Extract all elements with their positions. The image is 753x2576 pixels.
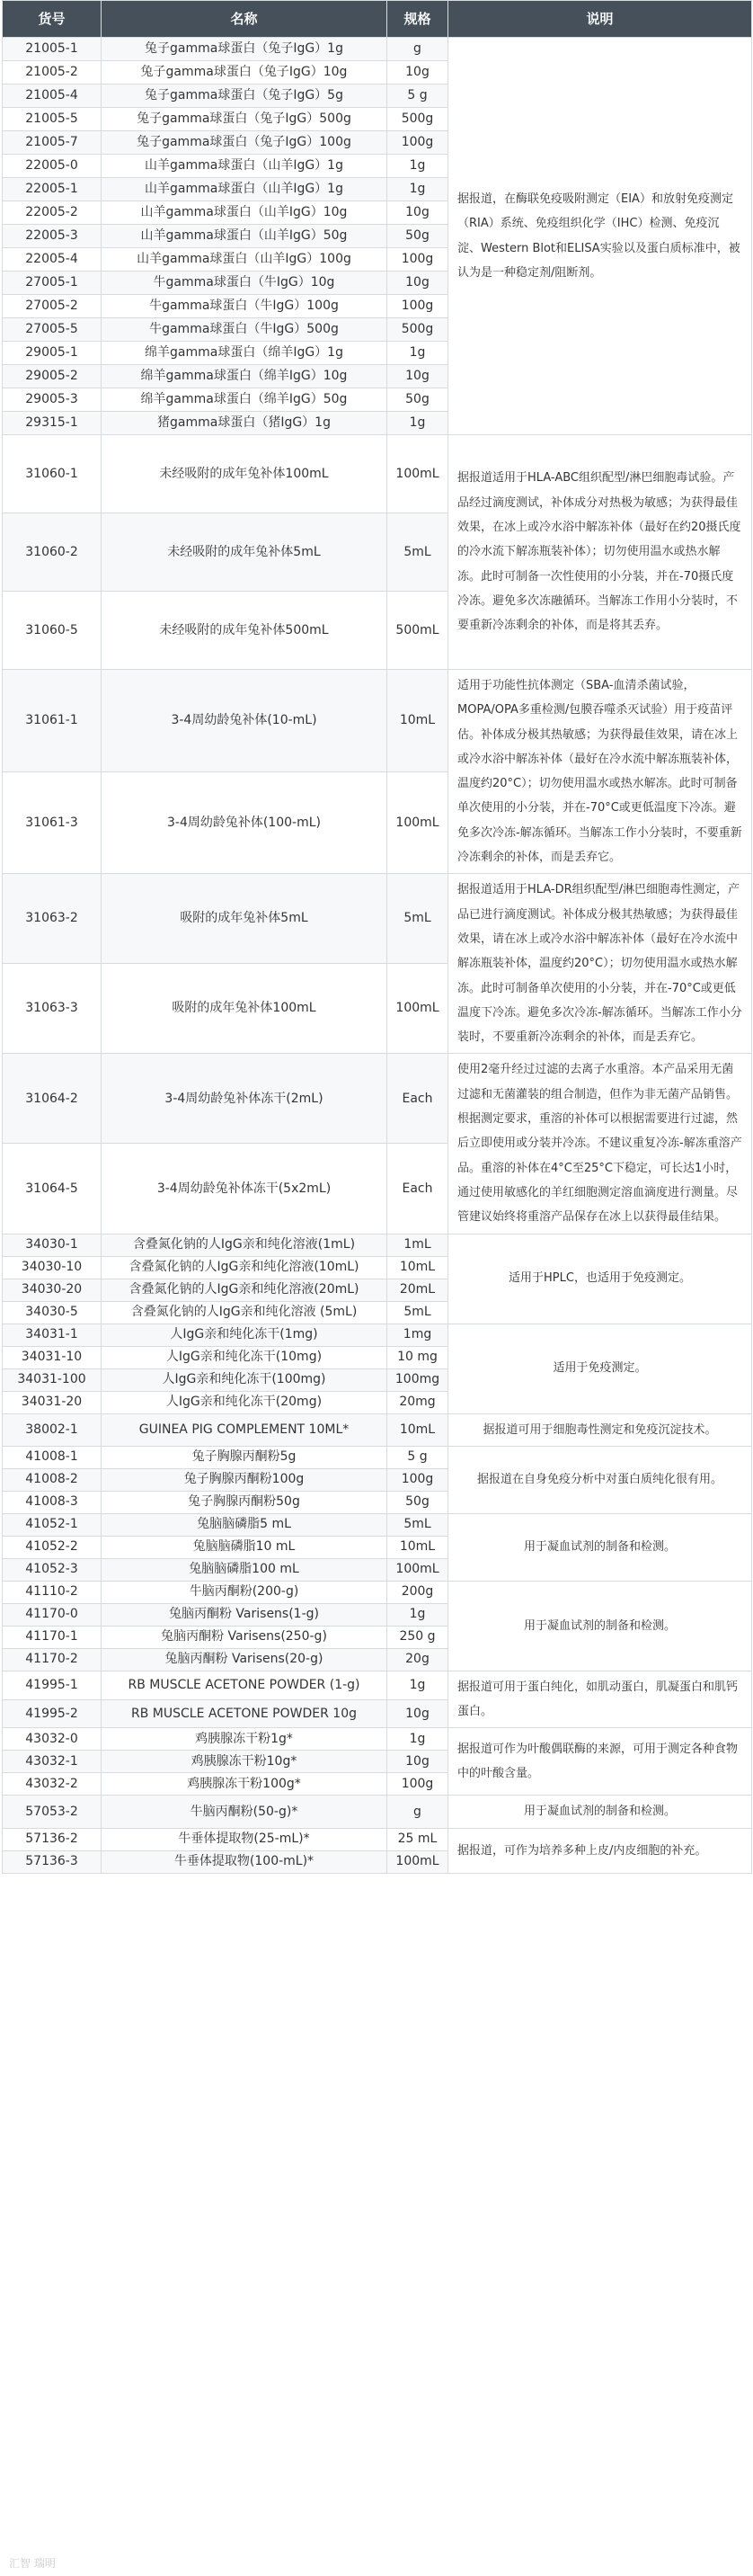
cell-code: 41008-1 bbox=[3, 1446, 102, 1468]
table-row bbox=[3, 1728, 752, 1751]
cell-name: 未经吸附的成年兔补体100mL bbox=[102, 435, 387, 513]
cell-name: 牛脑丙酮粉(50-g)* bbox=[102, 1796, 387, 1828]
cell-name: 人IgG亲和纯化冻干(100mg) bbox=[102, 1368, 387, 1391]
table-row bbox=[3, 435, 752, 513]
cell-code: 31061-1 bbox=[3, 670, 102, 772]
cell-code: 27005-2 bbox=[3, 295, 102, 318]
cell-name: 含叠氮化钠的人IgG亲和纯化溶液(1mL) bbox=[102, 1234, 387, 1256]
cell-name: 含叠氮化钠的人IgG亲和纯化溶液(20mL) bbox=[102, 1279, 387, 1301]
table-row bbox=[3, 874, 752, 964]
cell-code: 21005-1 bbox=[3, 38, 102, 61]
cell-name: 3-4周幼龄兔补体(100-mL) bbox=[102, 771, 387, 874]
cell-name: 山羊gamma球蛋白（山羊IgG）50g bbox=[102, 225, 387, 248]
cell-spec: 10g bbox=[387, 1699, 448, 1728]
cell-code: 31064-2 bbox=[3, 1054, 102, 1144]
cell-spec: 25 mL bbox=[387, 1828, 448, 1850]
header-code: 货号 bbox=[3, 1, 102, 38]
cell-name: 兔子gamma球蛋白（兔子IgG）1g bbox=[102, 38, 387, 61]
cell-code: 29005-3 bbox=[3, 388, 102, 412]
cell-code: 21005-4 bbox=[3, 85, 102, 108]
cell-name: 山羊gamma球蛋白（山羊IgG）10g bbox=[102, 201, 387, 225]
cell-spec: 100g bbox=[387, 295, 448, 318]
cell-code: 41008-2 bbox=[3, 1468, 102, 1491]
cell-spec: 5 g bbox=[387, 85, 448, 108]
cell-name: 鸡胰腺冻干粉100g* bbox=[102, 1773, 387, 1796]
cell-name: 兔子gamma球蛋白（兔子IgG）10g bbox=[102, 61, 387, 85]
cell-spec: Each bbox=[387, 1144, 448, 1234]
cell-name: 人IgG亲和纯化冻干(10mg) bbox=[102, 1346, 387, 1368]
cell-spec: 200g bbox=[387, 1581, 448, 1603]
cell-code: 41170-1 bbox=[3, 1626, 102, 1648]
cell-spec: 10mL bbox=[387, 1536, 448, 1558]
cell-spec: 1g bbox=[387, 1671, 448, 1699]
cell-code: 57136-2 bbox=[3, 1828, 102, 1850]
cell-name: 吸附的成年兔补体100mL bbox=[102, 964, 387, 1054]
cell-name: 未经吸附的成年兔补体5mL bbox=[102, 513, 387, 592]
cell-description: 用于凝血试剂的制备和检测。 bbox=[448, 1581, 752, 1671]
cell-spec: 20mL bbox=[387, 1279, 448, 1301]
table-row bbox=[3, 1513, 752, 1536]
cell-code: 34030-1 bbox=[3, 1234, 102, 1256]
table-header bbox=[3, 1, 752, 38]
cell-code: 21005-2 bbox=[3, 61, 102, 85]
cell-code: 34030-10 bbox=[3, 1256, 102, 1279]
cell-name: 牛gamma球蛋白（牛IgG）500g bbox=[102, 318, 387, 342]
cell-code: 31060-1 bbox=[3, 435, 102, 513]
cell-spec: g bbox=[387, 1796, 448, 1828]
cell-name: 猪gamma球蛋白（猪IgG）1g bbox=[102, 412, 387, 435]
cell-code: 41110-2 bbox=[3, 1581, 102, 1603]
cell-name: 兔子gamma球蛋白（兔子IgG）5g bbox=[102, 85, 387, 108]
cell-spec: 1g bbox=[387, 1728, 448, 1751]
cell-spec: 100mL bbox=[387, 1558, 448, 1581]
cell-code: 27005-1 bbox=[3, 272, 102, 295]
header-name: 名称 bbox=[102, 1, 387, 38]
cell-name: 兔脑脑磷脂10 mL bbox=[102, 1536, 387, 1558]
cell-spec: 1g bbox=[387, 155, 448, 178]
table-row bbox=[3, 1234, 752, 1256]
cell-name: 牛垂体提取物(100-mL)* bbox=[102, 1850, 387, 1873]
cell-code: 22005-4 bbox=[3, 248, 102, 272]
cell-name: 兔脑脑磷脂100 mL bbox=[102, 1558, 387, 1581]
cell-code: 43032-0 bbox=[3, 1728, 102, 1751]
cell-spec: Each bbox=[387, 1054, 448, 1144]
cell-name: 兔子胸腺丙酮粉50g bbox=[102, 1491, 387, 1513]
cell-description: 用于凝血试剂的制备和检测。 bbox=[448, 1513, 752, 1581]
cell-spec: 50g bbox=[387, 225, 448, 248]
cell-code: 41052-2 bbox=[3, 1536, 102, 1558]
cell-spec: 500g bbox=[387, 318, 448, 342]
cell-spec: 5 g bbox=[387, 1446, 448, 1468]
cell-spec: 10g bbox=[387, 61, 448, 85]
cell-code: 34031-1 bbox=[3, 1324, 102, 1346]
cell-code: 31060-2 bbox=[3, 513, 102, 592]
cell-spec: 5mL bbox=[387, 1513, 448, 1536]
cell-spec: 1g bbox=[387, 1603, 448, 1626]
table-row bbox=[3, 670, 752, 772]
cell-code: 38002-1 bbox=[3, 1413, 102, 1446]
cell-description: 使用2毫升经过过滤的去离子水重溶。本产品采用无菌过滤和无菌灌装的组合制造，但作为非无菌产品销售。根据测定要求，重溶的补体可以根据需要进行过滤，然后立即使用或分装并冷冻。不建议重复冷冻-解冻重溶产品。重溶的补体在4°C至25°C下稳定，可长达1小时，通过使用敏感化的羊红细胞测定溶血滴度进行测量。尽管建议始终将重溶产品保存在冰上以获得最佳结果。 bbox=[448, 1054, 752, 1234]
cell-name: 山羊gamma球蛋白（山羊IgG）1g bbox=[102, 155, 387, 178]
cell-code: 21005-7 bbox=[3, 131, 102, 155]
cell-name: 含叠氮化钠的人IgG亲和纯化溶液(10mL) bbox=[102, 1256, 387, 1279]
cell-spec: g bbox=[387, 38, 448, 61]
cell-spec: 5mL bbox=[387, 513, 448, 592]
cell-spec: 1g bbox=[387, 412, 448, 435]
cell-name: 人IgG亲和纯化冻干(1mg) bbox=[102, 1324, 387, 1346]
cell-spec: 1g bbox=[387, 342, 448, 365]
cell-spec: 10g bbox=[387, 365, 448, 388]
table-row bbox=[3, 1054, 752, 1144]
cell-name: 兔脑脑磷脂5 mL bbox=[102, 1513, 387, 1536]
cell-code: 43032-1 bbox=[3, 1751, 102, 1773]
cell-code: 31063-3 bbox=[3, 964, 102, 1054]
cell-spec: 100mL bbox=[387, 964, 448, 1054]
cell-name: 3-4周幼龄兔补体冻干(2mL) bbox=[102, 1054, 387, 1144]
table-row bbox=[3, 1828, 752, 1850]
cell-spec: 100g bbox=[387, 1773, 448, 1796]
cell-spec: 100mL bbox=[387, 1850, 448, 1873]
header-description: 说明 bbox=[448, 1, 752, 38]
cell-spec: 10mL bbox=[387, 670, 448, 772]
cell-code: 34030-5 bbox=[3, 1301, 102, 1324]
header-row bbox=[3, 1, 752, 38]
table-row bbox=[3, 1324, 752, 1346]
cell-code: 41170-0 bbox=[3, 1603, 102, 1626]
table-row bbox=[3, 1671, 752, 1699]
cell-code: 31060-5 bbox=[3, 592, 102, 670]
cell-spec: 20mg bbox=[387, 1391, 448, 1413]
cell-code: 41995-1 bbox=[3, 1671, 102, 1699]
header-spec: 规格 bbox=[387, 1, 448, 38]
cell-name: 绵羊gamma球蛋白（绵羊IgG）1g bbox=[102, 342, 387, 365]
cell-code: 31063-2 bbox=[3, 874, 102, 964]
cell-name: 鸡胰腺冻干粉1g* bbox=[102, 1728, 387, 1751]
cell-code: 41052-1 bbox=[3, 1513, 102, 1536]
cell-spec: 20g bbox=[387, 1648, 448, 1671]
cell-spec: 5mL bbox=[387, 874, 448, 964]
cell-spec: 1mL bbox=[387, 1234, 448, 1256]
cell-code: 31064-5 bbox=[3, 1144, 102, 1234]
cell-spec: 50g bbox=[387, 1491, 448, 1513]
cell-code: 43032-2 bbox=[3, 1773, 102, 1796]
cell-name: 未经吸附的成年兔补体500mL bbox=[102, 592, 387, 670]
cell-code: 29005-2 bbox=[3, 365, 102, 388]
table-row bbox=[3, 1581, 752, 1603]
cell-name: 兔脑丙酮粉 Varisens(20-g) bbox=[102, 1648, 387, 1671]
cell-name: 绵羊gamma球蛋白（绵羊IgG）50g bbox=[102, 388, 387, 412]
cell-code: 57136-3 bbox=[3, 1850, 102, 1873]
cell-spec: 100g bbox=[387, 1468, 448, 1491]
table-body bbox=[3, 38, 752, 1874]
cell-spec: 5mL bbox=[387, 1301, 448, 1324]
cell-spec: 10g bbox=[387, 201, 448, 225]
cell-code: 21005-5 bbox=[3, 108, 102, 131]
cell-name: GUINEA PIG COMPLEMENT 10ML* bbox=[102, 1413, 387, 1446]
cell-name: 兔子胸腺丙酮粉5g bbox=[102, 1446, 387, 1468]
cell-code: 41008-3 bbox=[3, 1491, 102, 1513]
cell-name: 牛gamma球蛋白（牛IgG）10g bbox=[102, 272, 387, 295]
cell-name: 牛gamma球蛋白（牛IgG）100g bbox=[102, 295, 387, 318]
cell-spec: 10 mg bbox=[387, 1346, 448, 1368]
cell-code: 22005-0 bbox=[3, 155, 102, 178]
cell-name: 兔子gamma球蛋白（兔子IgG）100g bbox=[102, 131, 387, 155]
cell-name: RB MUSCLE ACETONE POWDER 10g bbox=[102, 1699, 387, 1728]
cell-name: 3-4周幼龄兔补体(10-mL) bbox=[102, 670, 387, 772]
cell-name: 吸附的成年兔补体5mL bbox=[102, 874, 387, 964]
cell-spec: 100mL bbox=[387, 435, 448, 513]
cell-description: 据报道在自身免疫分析中对蛋白质纯化很有用。 bbox=[448, 1446, 752, 1513]
cell-spec: 10g bbox=[387, 272, 448, 295]
cell-description: 据报道适用于HLA-ABC组织配型/淋巴细胞毒试验。产品经过滴度测试，补体成分对热极为敏感；为获得最佳效果，在冰上或冷水浴中解冻补体（最好在约20摄氏度的冷水流下解冻瓶装补体）；切勿使用温水或热水解冻。此时可制备一次性使用的小分装，并在-70摄氏度冷冻。避免多次冻融循环。当解冻工作用小分装时，不要重新冷冻剩余的补体，而是将其丢弃。 bbox=[448, 435, 752, 670]
cell-description: 适用于功能性抗体测定（SBA-血清杀菌试验，MOPA/OPA多重检测/包膜吞噬杀灭试验）用于疫苗评估。补体成分极其热敏感；为获得最佳效果，请在冰上或冷水浴中解冻补体（最好在冷水流中解冻瓶装补体，温度约20°C）；切勿使用温水或热水解冻。此时可制备单次使用的小分装，并在-70°C或更低温度下冷冻。避免多次冷冻-解冻循环。当解冻工作小分装时，不要重新冷冻剩余的补体，而是丢弃它。 bbox=[448, 670, 752, 874]
cell-spec: 10mL bbox=[387, 1413, 448, 1446]
cell-spec: 50g bbox=[387, 388, 448, 412]
cell-name: 山羊gamma球蛋白（山羊IgG）1g bbox=[102, 178, 387, 201]
cell-name: 山羊gamma球蛋白（山羊IgG）100g bbox=[102, 248, 387, 272]
cell-spec: 500g bbox=[387, 108, 448, 131]
table-row bbox=[3, 1413, 752, 1446]
table-row bbox=[3, 38, 752, 61]
cell-description: 据报道可用于细胞毒性测定和免疫沉淀技术。 bbox=[448, 1413, 752, 1446]
cell-code: 34031-100 bbox=[3, 1368, 102, 1391]
cell-code: 22005-2 bbox=[3, 201, 102, 225]
cell-code: 41052-3 bbox=[3, 1558, 102, 1581]
cell-name: 牛脑丙酮粉(200-g) bbox=[102, 1581, 387, 1603]
table-row bbox=[3, 1446, 752, 1468]
cell-spec: 250 g bbox=[387, 1626, 448, 1648]
cell-code: 27005-5 bbox=[3, 318, 102, 342]
cell-name: RB MUSCLE ACETONE POWDER (1-g) bbox=[102, 1671, 387, 1699]
cell-name: 鸡胰腺冻干粉10g* bbox=[102, 1751, 387, 1773]
cell-description: 据报道，可作为培养多种上皮/内皮细胞的补充。 bbox=[448, 1828, 752, 1873]
cell-code: 34031-20 bbox=[3, 1391, 102, 1413]
cell-spec: 100mg bbox=[387, 1368, 448, 1391]
cell-code: 22005-1 bbox=[3, 178, 102, 201]
cell-spec: 1g bbox=[387, 178, 448, 201]
cell-description: 据报道，在酶联免疫吸附测定（EIA）和放射免疫测定（RIA）系统、免疫组织化学（IHC）检测、免疫沉淀、Western Blot和ELISA实验以及蛋白质标准中，被认为是一种稳定剂/阻断剂。 bbox=[448, 38, 752, 435]
cell-code: 29315-1 bbox=[3, 412, 102, 435]
cell-code: 34030-20 bbox=[3, 1279, 102, 1301]
cell-name: 兔脑丙酮粉 Varisens(1-g) bbox=[102, 1603, 387, 1626]
cell-spec: 100mL bbox=[387, 771, 448, 874]
cell-description: 适用于免疫测定。 bbox=[448, 1324, 752, 1413]
cell-name: 兔脑丙酮粉 Varisens(250-g) bbox=[102, 1626, 387, 1648]
cell-spec: 10mL bbox=[387, 1256, 448, 1279]
product-table bbox=[2, 0, 752, 1874]
cell-code: 31061-3 bbox=[3, 771, 102, 874]
table-row bbox=[3, 1796, 752, 1828]
cell-name: 人IgG亲和纯化冻干(20mg) bbox=[102, 1391, 387, 1413]
cell-description: 据报道适用于HLA-DR组织配型/淋巴细胞毒性测定，产品已进行滴度测试。补体成分极其热敏感；为获得最佳效果，请在冰上或冷水浴中解冻补体（最好在冷水流中解冻瓶装补体，温度约20°C）；切勿使用温水或热水解冻。此时可制备单次使用的小分装，并在-70°C或更低温度下冷冻。避免多次冷冻-解冻循环。当解冻工作小分装时，不要重新冷冻剩余的补体，而是丢弃它。 bbox=[448, 874, 752, 1054]
cell-name: 兔子胸腺丙酮粉100g bbox=[102, 1468, 387, 1491]
cell-name: 含叠氮化钠的人IgG亲和纯化溶液 (5mL) bbox=[102, 1301, 387, 1324]
cell-code: 22005-3 bbox=[3, 225, 102, 248]
cell-name: 兔子gamma球蛋白（兔子IgG）500g bbox=[102, 108, 387, 131]
watermark-logo: 汇智 瑞明 bbox=[9, 2557, 56, 2570]
cell-code: 41170-2 bbox=[3, 1648, 102, 1671]
cell-spec: 1mg bbox=[387, 1324, 448, 1346]
cell-code: 41995-2 bbox=[3, 1699, 102, 1728]
cell-code: 34031-10 bbox=[3, 1346, 102, 1368]
cell-description: 用于凝血试剂的制备和检测。 bbox=[448, 1796, 752, 1828]
cell-description: 适用于HPLC，也适用于免疫测定。 bbox=[448, 1234, 752, 1324]
cell-spec: 100g bbox=[387, 248, 448, 272]
cell-code: 57053-2 bbox=[3, 1796, 102, 1828]
cell-code: 29005-1 bbox=[3, 342, 102, 365]
cell-name: 牛垂体提取物(25-mL)* bbox=[102, 1828, 387, 1850]
cell-description: 据报道可用于蛋白纯化，如肌动蛋白，肌凝蛋白和肌钙蛋白。 bbox=[448, 1671, 752, 1728]
cell-spec: 10g bbox=[387, 1751, 448, 1773]
cell-spec: 500mL bbox=[387, 592, 448, 670]
cell-name: 绵羊gamma球蛋白（绵羊IgG）10g bbox=[102, 365, 387, 388]
cell-spec: 100g bbox=[387, 131, 448, 155]
cell-description: 据报道可作为叶酸偶联酶的来源，可用于测定各种食物中的叶酸含量。 bbox=[448, 1728, 752, 1796]
cell-name: 3-4周幼龄兔补体冻干(5x2mL) bbox=[102, 1144, 387, 1234]
